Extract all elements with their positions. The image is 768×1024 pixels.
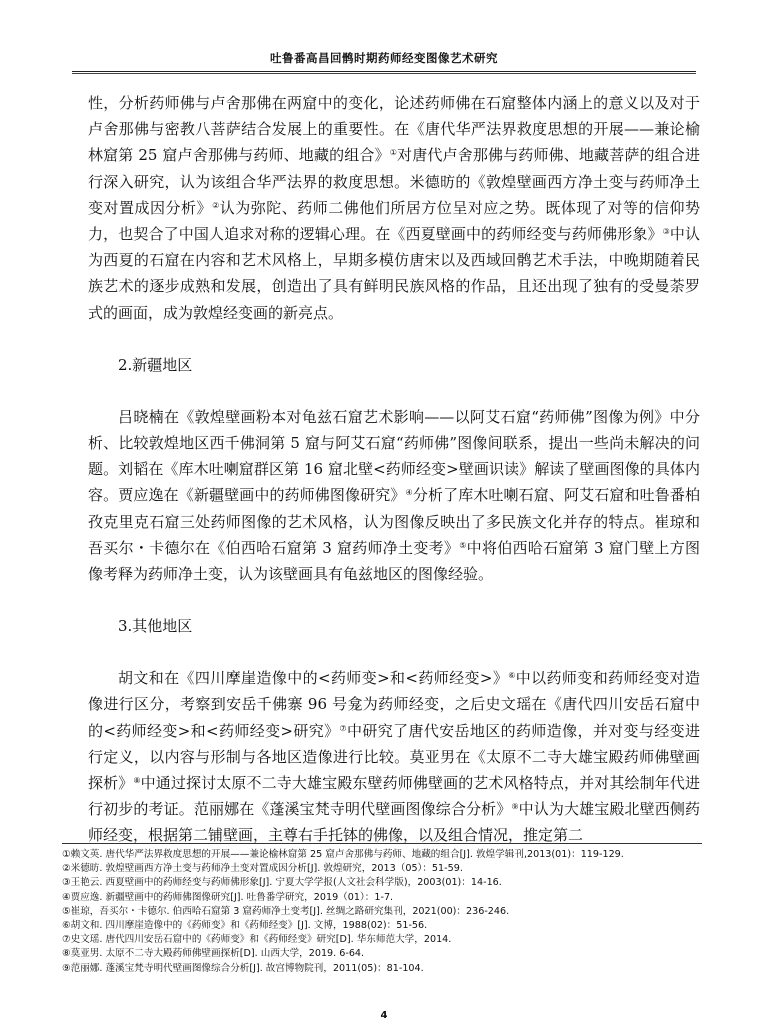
paragraph-text: 对唐代卢舍那佛与药师佛、地藏菩萨的组合进行深入研究，认为该组合华严法界的救度思想。米德昉的《敦煌壁画西方净土变与药师净土变对置成因分析》 (88, 146, 700, 217)
header-rule (72, 73, 696, 74)
footnote: ④贾应逸. 新疆壁画中的药师佛图像研究[J]. 吐鲁番学研究，2019（01）：1-7. (62, 891, 394, 903)
paragraph-text: 中认为西夏的石窟在内容和艺术风格上，早期多模仿唐宋以及西域回鹘艺术手法，中晚期随着民族艺术的逐步成熟和发展，创造出了具有鲜明民族风格的作品，且还出现了独有的受曼荼罗式的画面，成为敦煌经变画的新亮点。 (88, 225, 700, 322)
footnote: ⑦史文瑶. 唐代四川安岳石窟中的《药师变》和《药师经变》研究[D]. 华东师范大学，2014. (62, 934, 452, 946)
footnote-ref[interactable]: ⑥ (508, 671, 516, 681)
paragraph-text: 胡文和在《四川摩崖造像中的<药师变>和<药师经变>》 (118, 669, 509, 688)
footnote-ref[interactable]: ④ (405, 488, 413, 498)
footnote: ⑤崔琼，吾买尔・卡德尔. 伯西哈石窟第 3 窟药师净土变考[J]. 丝绸之路研究集刊，2021(00)：236-246. (62, 905, 510, 917)
paragraph-text: 分析了库木吐喇石窟、阿艾石窟和吐鲁番柏孜克里克石窟三处药师图像的艺术风格，认为图像反映出了多民族文化并存的特点。崔琼和吾买尔・卡德尔在《伯西哈石窟第 3 窟药师净土变考》 (88, 486, 700, 557)
paragraph-text: 中以药师变和药师经变对造像进行区分，考察到安岳千佛寨 96 号龛为药师经变，之后史文瑶在《唐代四川安岳石窟中的<药师经变>和<药师经变>研究》 (88, 669, 700, 740)
paragraph-text: 中认为大雄宝殿北壁西侧药师经变，根据第二铺壁画，主尊右手托钵的佛像，以及组合情况，推定第二 (88, 800, 700, 845)
footnotes (62, 848, 702, 976)
running-header: 吐鲁番高昌回鹘时期药师经变图像艺术研究 (72, 50, 696, 72)
footnote: ⑥胡文和. 四川摩崖造像中的《药师变》和《药师经变》[J]. 文博，1988(02)：51-56. (62, 920, 428, 932)
footnote-rule (62, 843, 702, 844)
section-heading-xinjiang: 2.新疆地区 (118, 355, 193, 374)
section-heading-other-regions: 3.其他地区 (118, 617, 193, 636)
paragraph-text: 吕晓楠在《敦煌壁画粉本对龟兹石窟艺术影响——以阿艾石窟“药师佛”图像为例》中分析、比较敦煌地区西千佛洞第 5 窟与阿艾石窟“药师佛”图像间联系，提出一些尚未解决的问题。刘韬在《库木吐喇窟群区第 16 窟北壁<药师经变>壁画识读》解读了壁画图像的具体内容。贾应逸在《新疆壁画中的药师佛图像研究》 (88, 407, 700, 505)
footnote: ①赖文英. 唐代华严法界救度思想的开展——兼论榆林窟第 25 窟卢舍那佛与药师、地藏的组合[J]. 敦煌学辑刊,2013(01)：119-129. (62, 849, 624, 860)
footnote-ref[interactable]: ⑤ (459, 540, 467, 550)
footnote: ③王艳云. 西夏壁画中的药师经变与药师佛形象[J]. 宁夏大学学报(人文社会科学版)，2003(01)：14-16. (62, 877, 502, 889)
paragraph-text: 性，分析药师佛与卢舍那佛在两窟中的变化，论述药师佛在石窟整体内涵上的意义以及对于卢舍那佛与密教八菩萨结合发展上的重要性。在《唐代华严法界救度思想的开展——兼论榆林窟第 25 窟卢舍那佛与药师、地藏的组合》 (88, 94, 700, 165)
page-number: 4 (380, 1010, 388, 1021)
footnote: ②米德昉. 敦煌壁画西方净土变与药师净土变对置成因分析[J]. 敦煌研究，2013（05）：51-59. (62, 863, 463, 875)
main-text (88, 90, 700, 849)
footnote-ref[interactable]: ③ (662, 227, 670, 237)
footnote-ref[interactable]: ⑦ (339, 723, 347, 733)
paragraph-text: 中将伯西哈石窟第 3 窟门壁上方图像考释为药师净土变，认为该壁画具有龟兹地区的图像经验。 (88, 538, 700, 584)
footnote-ref[interactable]: ⑨ (511, 802, 519, 812)
footnote-ref[interactable]: ② (212, 200, 220, 210)
paragraph-1 (88, 90, 700, 326)
paragraph-text: 中研究了唐代安岳地区的药师造像，并对变与经变进行定义，以内容与形制与各地区造像进行比较。莫亚男在《太原不二寺大雄宝殿药师佛壁画探析》 (88, 721, 700, 793)
paragraph-2 (88, 404, 700, 587)
paragraph-3 (88, 665, 700, 848)
footnote-ref[interactable]: ① (389, 148, 398, 158)
paragraph-text: 中通过探讨太原不二寺大雄宝殿东壁药师佛壁画的艺术风格特点，并对其绘制年代进行初步的考证。范丽娜在《蓬溪宝梵寺明代壁画图像综合分析》 (88, 774, 700, 819)
footnote: ⑨范丽娜. 蓬溪宝梵寺明代壁画图像综合分析[J]. 故宫博物院刊，2011(05)：81-104. (62, 962, 424, 974)
footnote: ⑧莫亚男. 太原不二寺大殿药师佛壁画探析[D]. 山西大学，2019. 6-64. (62, 948, 365, 960)
paragraph-text: 认为弥陀、药师二佛他们所居方位呈对应之势。既体现了对等的信仰势力，也契合了中国人追求对称的逻辑心理。在《西夏壁画中的药师经变与药师佛形象》 (88, 198, 700, 244)
footnote-ref[interactable]: ⑧ (133, 776, 141, 786)
